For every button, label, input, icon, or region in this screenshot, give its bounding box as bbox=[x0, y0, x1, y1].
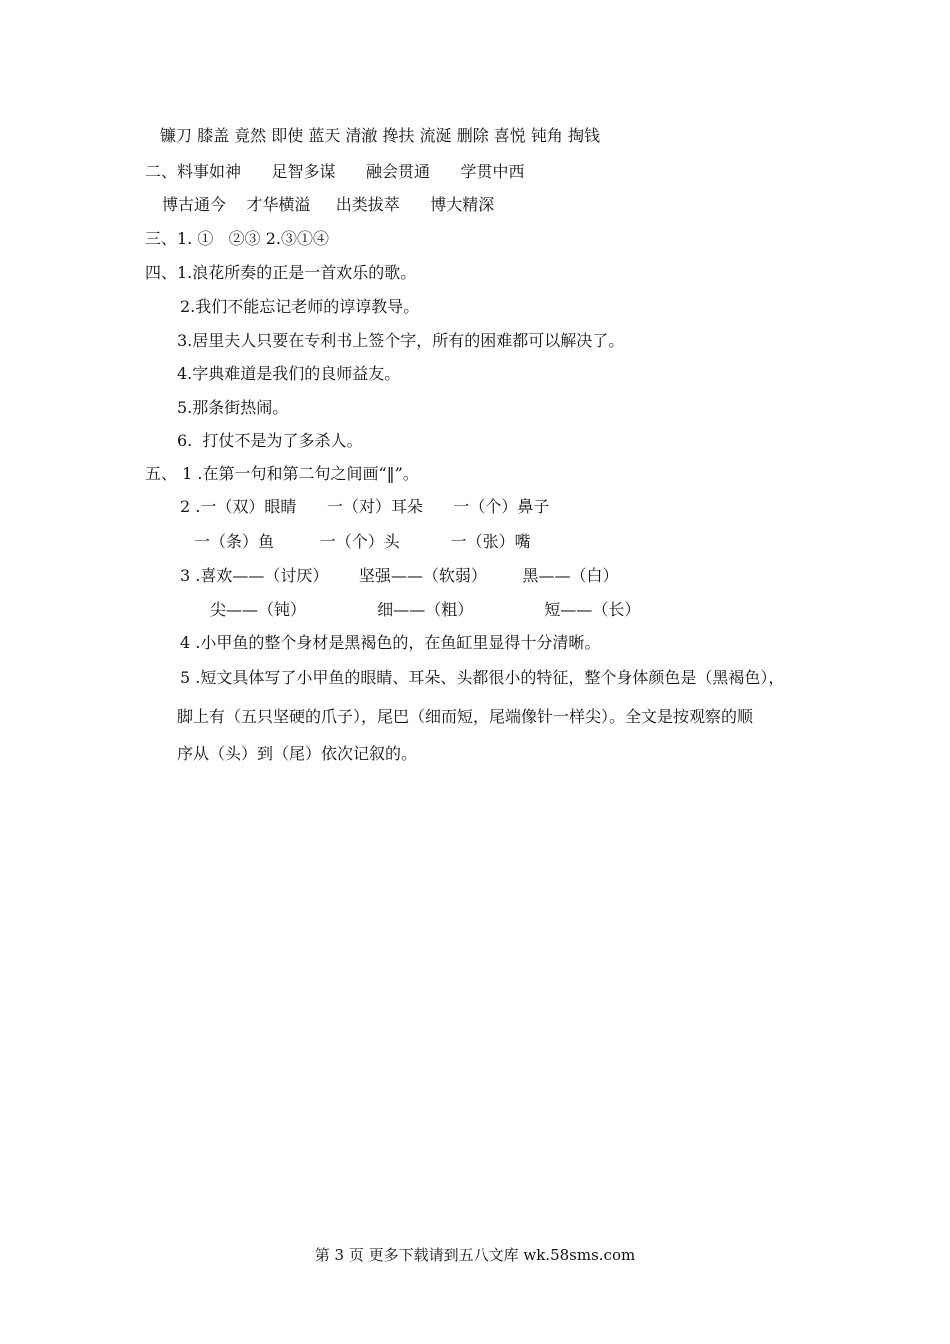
section-2-line-2: 博古通今 才华横溢 出类拔萃 博大精深 bbox=[162, 195, 495, 214]
section-4-item-3: 3.居里夫人只要在专利书上签个字，所有的困难都可以解决了。 bbox=[177, 331, 625, 350]
section-2-line-1: 二、料事如神 足智多谋 融会贯通 学贯中西 bbox=[145, 162, 525, 181]
section-3-line: 三、1. ① ②③ 2.③①④ bbox=[145, 229, 329, 248]
section-4-item-2: 2.我们不能忘记老师的谆谆教导。 bbox=[180, 297, 420, 316]
section-5-item-2-line-2: 一（条）鱼 一（个）头 一（张）嘴 bbox=[194, 532, 531, 551]
page-footer: 第 3 页 更多下载请到五八文库 wk.58sms.com bbox=[314, 1246, 636, 1264]
words-line: 镰刀 膝盖 竟然 即使 蓝天 清澈 搀扶 流涎 删除 喜悦 钝角 掏钱 bbox=[160, 126, 600, 145]
section-4-item-1: 四、1.浪花所奏的正是一首欢乐的歌。 bbox=[145, 263, 417, 282]
section-5-item-5-line-2: 脚上有（五只坚硬的爪子），尾巴（细而短，尾端像针一样尖）。全文是按观察的顺 bbox=[177, 707, 754, 726]
section-5-item-5-line-1: 5 .短文具体写了小甲鱼的眼睛、耳朵、头都很小的特征，整个身体颜色是（黑褐色）， bbox=[180, 668, 785, 687]
section-4-item-4: 4.字典难道是我们的良师益友。 bbox=[177, 364, 401, 383]
section-5-item-2-line-1: 2 .一（双）眼睛 一（对）耳朵 一（个）鼻子 bbox=[180, 497, 550, 516]
section-5-item-1: 五、 1 .在第一句和第二句之间画“‖”。 bbox=[145, 464, 419, 483]
section-5-item-3-line-1: 3 .喜欢——（讨厌） 坚强——（软弱） 黑——（白） bbox=[180, 566, 619, 585]
section-4-item-5: 5.那条街热闹。 bbox=[177, 398, 289, 417]
section-4-item-6: 6. 打仗不是为了多杀人。 bbox=[177, 431, 363, 450]
section-5-item-5-line-3: 序从（头）到（尾）依次记叙的。 bbox=[177, 744, 418, 763]
section-5-item-3-line-2: 尖——（钝） 细——（粗） 短——（长） bbox=[210, 600, 641, 619]
section-5-item-4: 4 .小甲鱼的整个身材是黑褐色的，在鱼缸里显得十分清晰。 bbox=[180, 633, 601, 652]
